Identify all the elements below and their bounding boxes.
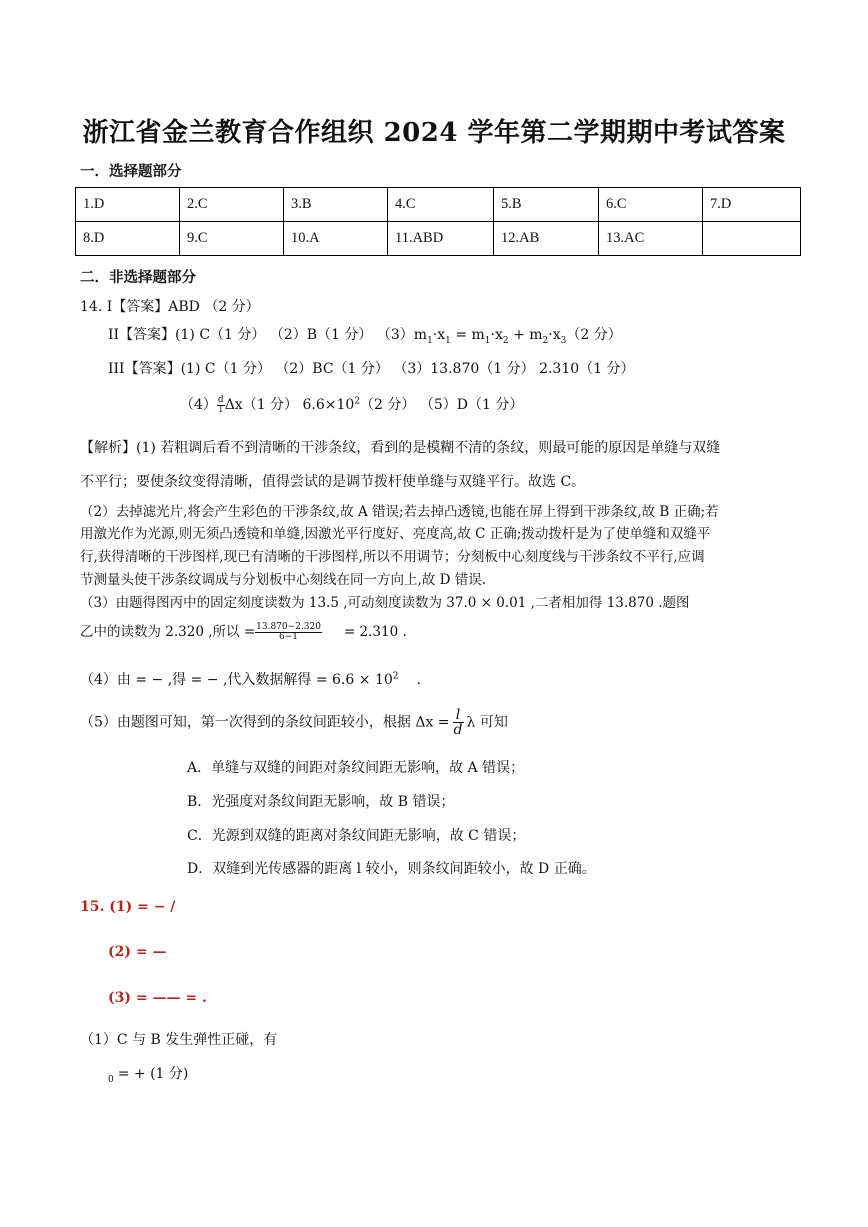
option-b: B．光强度对条纹间距无影响，故 B 错误；: [187, 794, 455, 810]
q14-part1: 14. I【答案】ABD （2 分）: [80, 299, 260, 315]
fraction: [217, 396, 225, 415]
analysis-p2-line3: 行,获得清晰的干涉图样,现已有清晰的干涉图样,所以不用调节；分刻板中心刻度线与干涉条纹不平行,应调: [80, 549, 705, 565]
q14-part3-mid: Δx（1 分） 6.6×10: [224, 397, 355, 413]
analysis-p3-text: 乙中的读数为 2.320 ,所以 =: [80, 624, 256, 640]
q14-part3: III【答案】(1) C（1 分） （2）BC（1 分） （3）13.870（1 分） 2.310（1 分）: [108, 361, 635, 377]
table-cell: 2.C: [180, 188, 284, 222]
subscript: 3: [560, 335, 567, 346]
equation-term: ·x: [432, 327, 446, 343]
score-note: （2 分）: [566, 327, 622, 343]
fraction: [453, 708, 464, 737]
analysis-p5-text: （5）由题图可知，第一次得到的条纹间距较小，根据 Δx =: [80, 714, 450, 731]
subscript: 1: [427, 335, 433, 346]
table-cell: 13.AC: [599, 222, 703, 256]
answer-table: [75, 187, 801, 256]
table-cell: 8.D: [76, 222, 180, 256]
equation-term: + m: [508, 327, 543, 343]
table-cell: 3.B: [284, 188, 388, 222]
analysis-p1-line2: 不平行；要使条纹变得清晰，值得尝试的是调节拨杆使单缝与双缝平行。故选 C。: [80, 474, 586, 490]
analysis-p4: [80, 669, 421, 689]
table-row: [76, 222, 801, 256]
q15-solution-2: [108, 1063, 188, 1085]
section-heading-nonchoice: 二．非选择题部分: [80, 269, 196, 286]
table-cell: 4.C: [388, 188, 494, 222]
q14-part2: [108, 324, 622, 346]
table-cell: 5.B: [494, 188, 599, 222]
section-heading-choice: 一．选择题部分: [80, 163, 182, 180]
q15-solution-1: （1）C 与 B 发生弹性正碰，有: [80, 1032, 278, 1048]
analysis-p4-text: （4）由 = − ,得 = − ,代入数据解得 = 6.6 × 10: [80, 672, 393, 688]
table-cell: [703, 222, 801, 256]
fraction-numerator: 13.870−2.320: [256, 622, 321, 632]
equation-term: m: [413, 327, 428, 343]
analysis-p5-tail: λ 可知: [466, 714, 508, 731]
analysis-p5: [80, 708, 508, 737]
table-cell: 9.C: [180, 222, 284, 256]
analysis-p2-line4: 节测量头使干涉条纹调成与分划板中心刻线在同一方向上,故 D 错误.: [80, 572, 486, 588]
q15-answer-1: 15. (1) = − /: [80, 899, 176, 915]
option-a: A．单缝与双缝的间距对条纹间距无影响，故 A 错误；: [187, 760, 525, 776]
table-cell: 7.D: [703, 188, 801, 222]
analysis-p4-tail: .: [416, 672, 421, 688]
table-cell: 10.A: [284, 222, 388, 256]
fraction-denominator: 6−1: [279, 632, 299, 642]
fraction-numerator: l: [453, 708, 464, 723]
equation-term: ·x: [490, 327, 503, 343]
subscript: 2: [502, 335, 509, 346]
fraction-numerator: d: [217, 394, 224, 405]
equation-term: = m: [450, 327, 485, 343]
fraction-denominator: l: [219, 404, 223, 415]
table-cell: 11.ABD: [388, 222, 494, 256]
analysis-p2-line2: 用激光作为光源,则无须凸透镜和单缝,因激光平行度好、亮度高,故 C 正确;拨动拨杆是为了使单缝和双缝平: [80, 526, 711, 542]
q14-part3-tail: （2 分） （5）D（1 分）: [360, 397, 524, 413]
superscript: 2: [354, 396, 361, 407]
q14-part2-text: II【答案】(1) C（1 分） （2）B（1 分） （3）: [108, 327, 414, 343]
analysis-p2-line1: （2）去掉滤光片,将会产生彩色的干涉条纹,故 A 错误;若去掉凸透镜,也能在屏上得到干涉条纹,故 B 正确;若: [80, 504, 719, 520]
superscript: 2: [392, 671, 399, 682]
equation-term: ·x: [548, 327, 561, 343]
analysis-p3-line2: [80, 620, 407, 642]
analysis-p1-line1: 【解析】(1) 若粗调后看不到清晰的干涉条纹，看到的是模糊不清的条纹，则最可能的原因是单缝与双缝: [80, 440, 721, 456]
option-d: D．双缝到光传感器的距离 l 较小，则条纹间距较小，故 D 正确。: [187, 861, 596, 877]
fraction: [255, 623, 322, 642]
option-c: C．光源到双缝的距离对条纹间距无影响，故 C 错误；: [187, 828, 526, 844]
subscript: 1: [445, 335, 451, 346]
subscript: 0: [108, 1074, 114, 1085]
fraction-denominator: d: [453, 722, 463, 738]
table-cell: 6.C: [599, 188, 703, 222]
q15-solution-equation: = + (1 分): [117, 1066, 189, 1082]
page-title: 浙江省金兰教育合作组织 2024 学年第二学期期中考试答案: [82, 118, 786, 148]
table-cell: 12.AB: [494, 222, 599, 256]
analysis-p3-result: = 2.310 .: [343, 624, 407, 640]
subscript: 1: [484, 335, 491, 346]
subscript: 2: [542, 335, 549, 346]
q14-part3-line2: [180, 394, 523, 415]
table-row: [76, 188, 801, 222]
q15-answer-2: (2) = —: [108, 944, 167, 960]
q14-part3-prefix: （4）: [180, 397, 217, 413]
table-cell: 1.D: [76, 188, 180, 222]
analysis-p3-line1: （3）由题得图丙中的固定刻度读数为 13.5 ,可动刻度读数为 37.0 × 0.01 ,二者相加得 13.870 .题图: [80, 595, 690, 611]
q15-answer-3: (3) = —— = .: [108, 990, 207, 1006]
